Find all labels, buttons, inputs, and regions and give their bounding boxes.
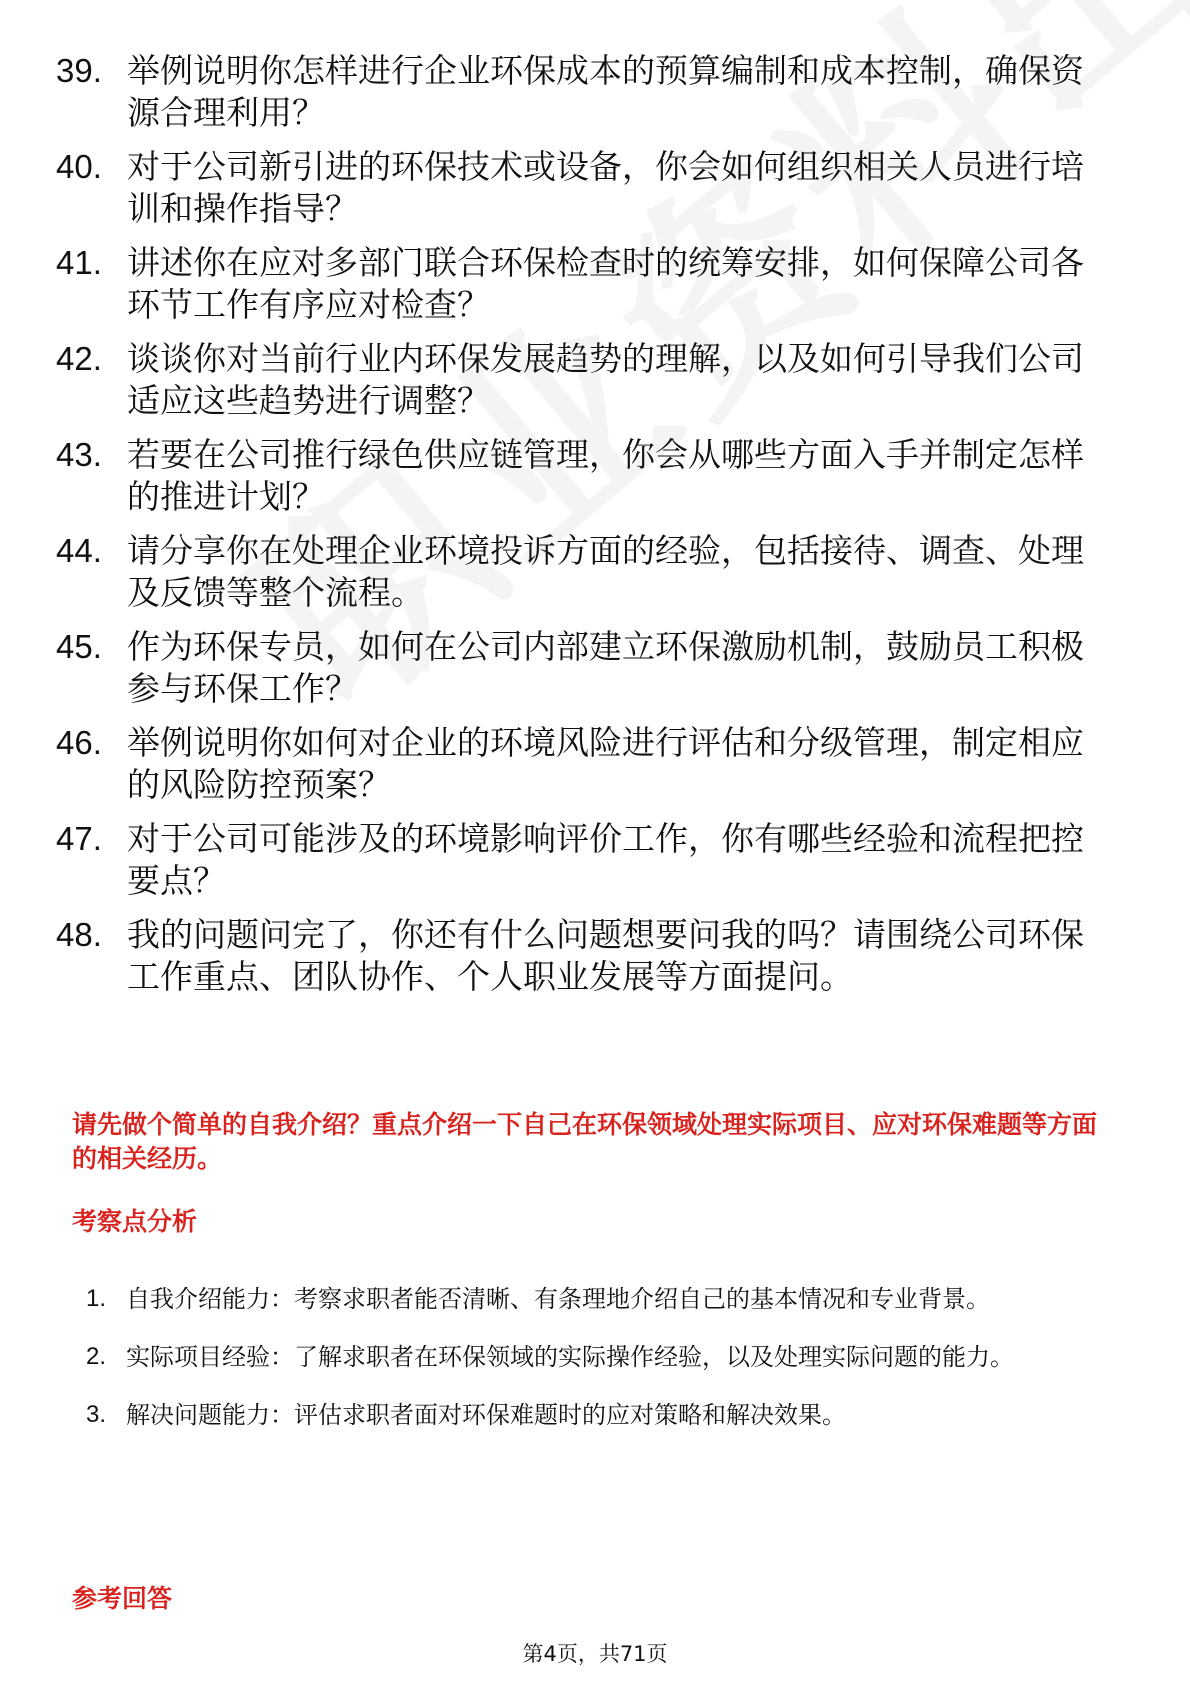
question-number: 41. bbox=[56, 244, 102, 281]
question-text: 请分享你在处理企业环境投诉方面的经验，包括接待、调查、处理及反馈等整个流程。 bbox=[127, 531, 1084, 612]
question-item bbox=[56, 914, 1116, 998]
question-number: 47. bbox=[56, 820, 102, 857]
question-text: 举例说明你怎样进行企业环保成本的预算编制和成本控制，确保资源合理利用？ bbox=[127, 51, 1084, 132]
analysis-item bbox=[86, 1328, 1116, 1386]
analysis-item bbox=[86, 1270, 1116, 1328]
question-item bbox=[56, 50, 1116, 134]
question-item bbox=[56, 818, 1116, 902]
analysis-list bbox=[86, 1270, 1116, 1444]
analysis-text: 实际项目经验：了解求职者在环保领域的实际操作经验，以及处理实际问题的能力。 bbox=[126, 1343, 1014, 1371]
question-item bbox=[56, 242, 1116, 326]
question-number: 43. bbox=[56, 436, 102, 473]
question-text: 对于公司新引进的环保技术或设备，你会如何组织相关人员进行培训和操作指导？ bbox=[127, 147, 1084, 228]
question-number: 48. bbox=[56, 916, 102, 953]
analysis-number: 2. bbox=[86, 1343, 107, 1370]
question-list bbox=[56, 50, 1116, 1010]
page-footer: 第4页，共71页 bbox=[522, 1642, 668, 1666]
analysis-text: 自我介绍能力：考察求职者能否清晰、有条理地介绍自己的基本情况和专业背景。 bbox=[126, 1285, 990, 1313]
question-number: 44. bbox=[56, 532, 102, 569]
question-number: 39. bbox=[56, 52, 102, 89]
question-text: 对于公司可能涉及的环境影响评价工作，你有哪些经验和流程把控要点？ bbox=[127, 819, 1084, 900]
answer-heading: 参考回答 bbox=[72, 1584, 173, 1613]
question-number: 40. bbox=[56, 148, 102, 185]
question-number: 45. bbox=[56, 628, 102, 665]
question-text: 我的问题问完了，你还有什么问题想要问我的吗？请围绕公司环保工作重点、团队协作、个人职业发展等方面提问。 bbox=[127, 915, 1084, 996]
question-item bbox=[56, 626, 1116, 710]
question-item bbox=[56, 146, 1116, 230]
question-text: 举例说明你如何对企业的环境风险进行评估和分级管理，制定相应的风险防控预案？ bbox=[127, 723, 1084, 804]
question-text: 作为环保专员，如何在公司内部建立环保激励机制，鼓励员工积极参与环保工作？ bbox=[127, 627, 1084, 708]
analysis-number: 1. bbox=[86, 1285, 107, 1312]
question-text: 谈谈你对当前行业内环保发展趋势的理解，以及如何引导我们公司适应这些趋势进行调整？ bbox=[127, 339, 1084, 420]
question-item bbox=[56, 338, 1116, 422]
analysis-text: 解决问题能力：评估求职者面对环保难题时的应对策略和解决效果。 bbox=[126, 1401, 846, 1429]
analysis-heading: 考察点分析 bbox=[72, 1207, 198, 1236]
analysis-item bbox=[86, 1386, 1116, 1444]
analysis-number: 3. bbox=[86, 1401, 107, 1428]
question-item bbox=[56, 722, 1116, 806]
question-text: 若要在公司推行绿色供应链管理，你会从哪些方面入手并制定怎样的推进计划？ bbox=[127, 435, 1084, 516]
question-item bbox=[56, 434, 1116, 518]
question-number: 42. bbox=[56, 340, 102, 377]
question-text: 讲述你在应对多部门联合环保检查时的统筹安排，如何保障公司各环节工作有序应对检查？ bbox=[127, 243, 1084, 324]
question-number: 46. bbox=[56, 724, 102, 761]
question-item bbox=[56, 530, 1116, 614]
highlighted-question: 请先做个简单的自我介绍？重点介绍一下自己在环保领域处理实际项目、应对环保难题等方面的相关经历。 bbox=[72, 1110, 1098, 1173]
